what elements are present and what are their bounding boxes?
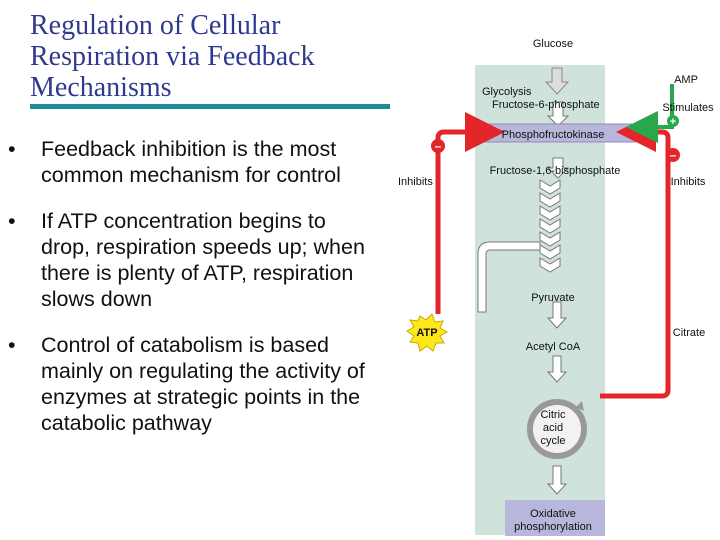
title-underline [30,104,390,109]
bullet-item [8,136,378,188]
inhibits-right-label: Inhibits [670,176,706,188]
citric-label: Citric [540,409,566,421]
right-minus-sign: – [669,148,677,162]
oxidative-label: Oxidative [530,508,576,520]
pyruvate-label: Pyruvate [531,292,575,304]
plus-sign: + [669,116,677,128]
acid-label: acid [542,422,564,434]
phosphorylation-label: phosphorylation [514,521,592,533]
bullet-item [8,332,378,436]
glycolysis-label: Glycolysis [482,86,532,98]
phosphofructokinase-label: Phosphofructokinase [501,129,605,141]
bullet-text: Feedback inhibition is the most common mechanism for control [41,137,341,187]
respiration-regulation-diagram [390,20,715,540]
bullet-dot: • [8,209,16,233]
bullet-list [8,136,378,456]
bullet-text: If ATP concentration begins to drop, respiration speeds up; when there is plenty of ATP, respiration slows down [41,209,365,311]
atp-label: ATP [416,327,438,339]
f6p-label: Fructose-6-phosphate [492,99,600,111]
left-minus-sign: – [434,139,442,153]
citrate-label: Citrate [672,327,706,339]
bullet-dot: • [8,137,16,161]
cycle-label: cycle [540,435,566,447]
inhibits-left-label: Inhibits [398,176,433,188]
glucose-label: Glucose [532,38,574,50]
amp-label: AMP [674,74,698,86]
bullet-item [8,208,378,312]
bullet-text: Control of catabolism is based mainly on regulating the activity of enzymes at strategic points in the catabolic pathway [41,333,365,435]
page-title: Regulation of Cellular Respiration via Feedback Mechanisms [30,10,315,103]
f16bp-label: Fructose-1,6-bisphosphate [489,165,621,177]
bullet-dot: • [8,333,16,357]
acetyl-coa-label: Acetyl CoA [525,341,581,353]
stimulates-label: Stimulates [662,102,714,114]
